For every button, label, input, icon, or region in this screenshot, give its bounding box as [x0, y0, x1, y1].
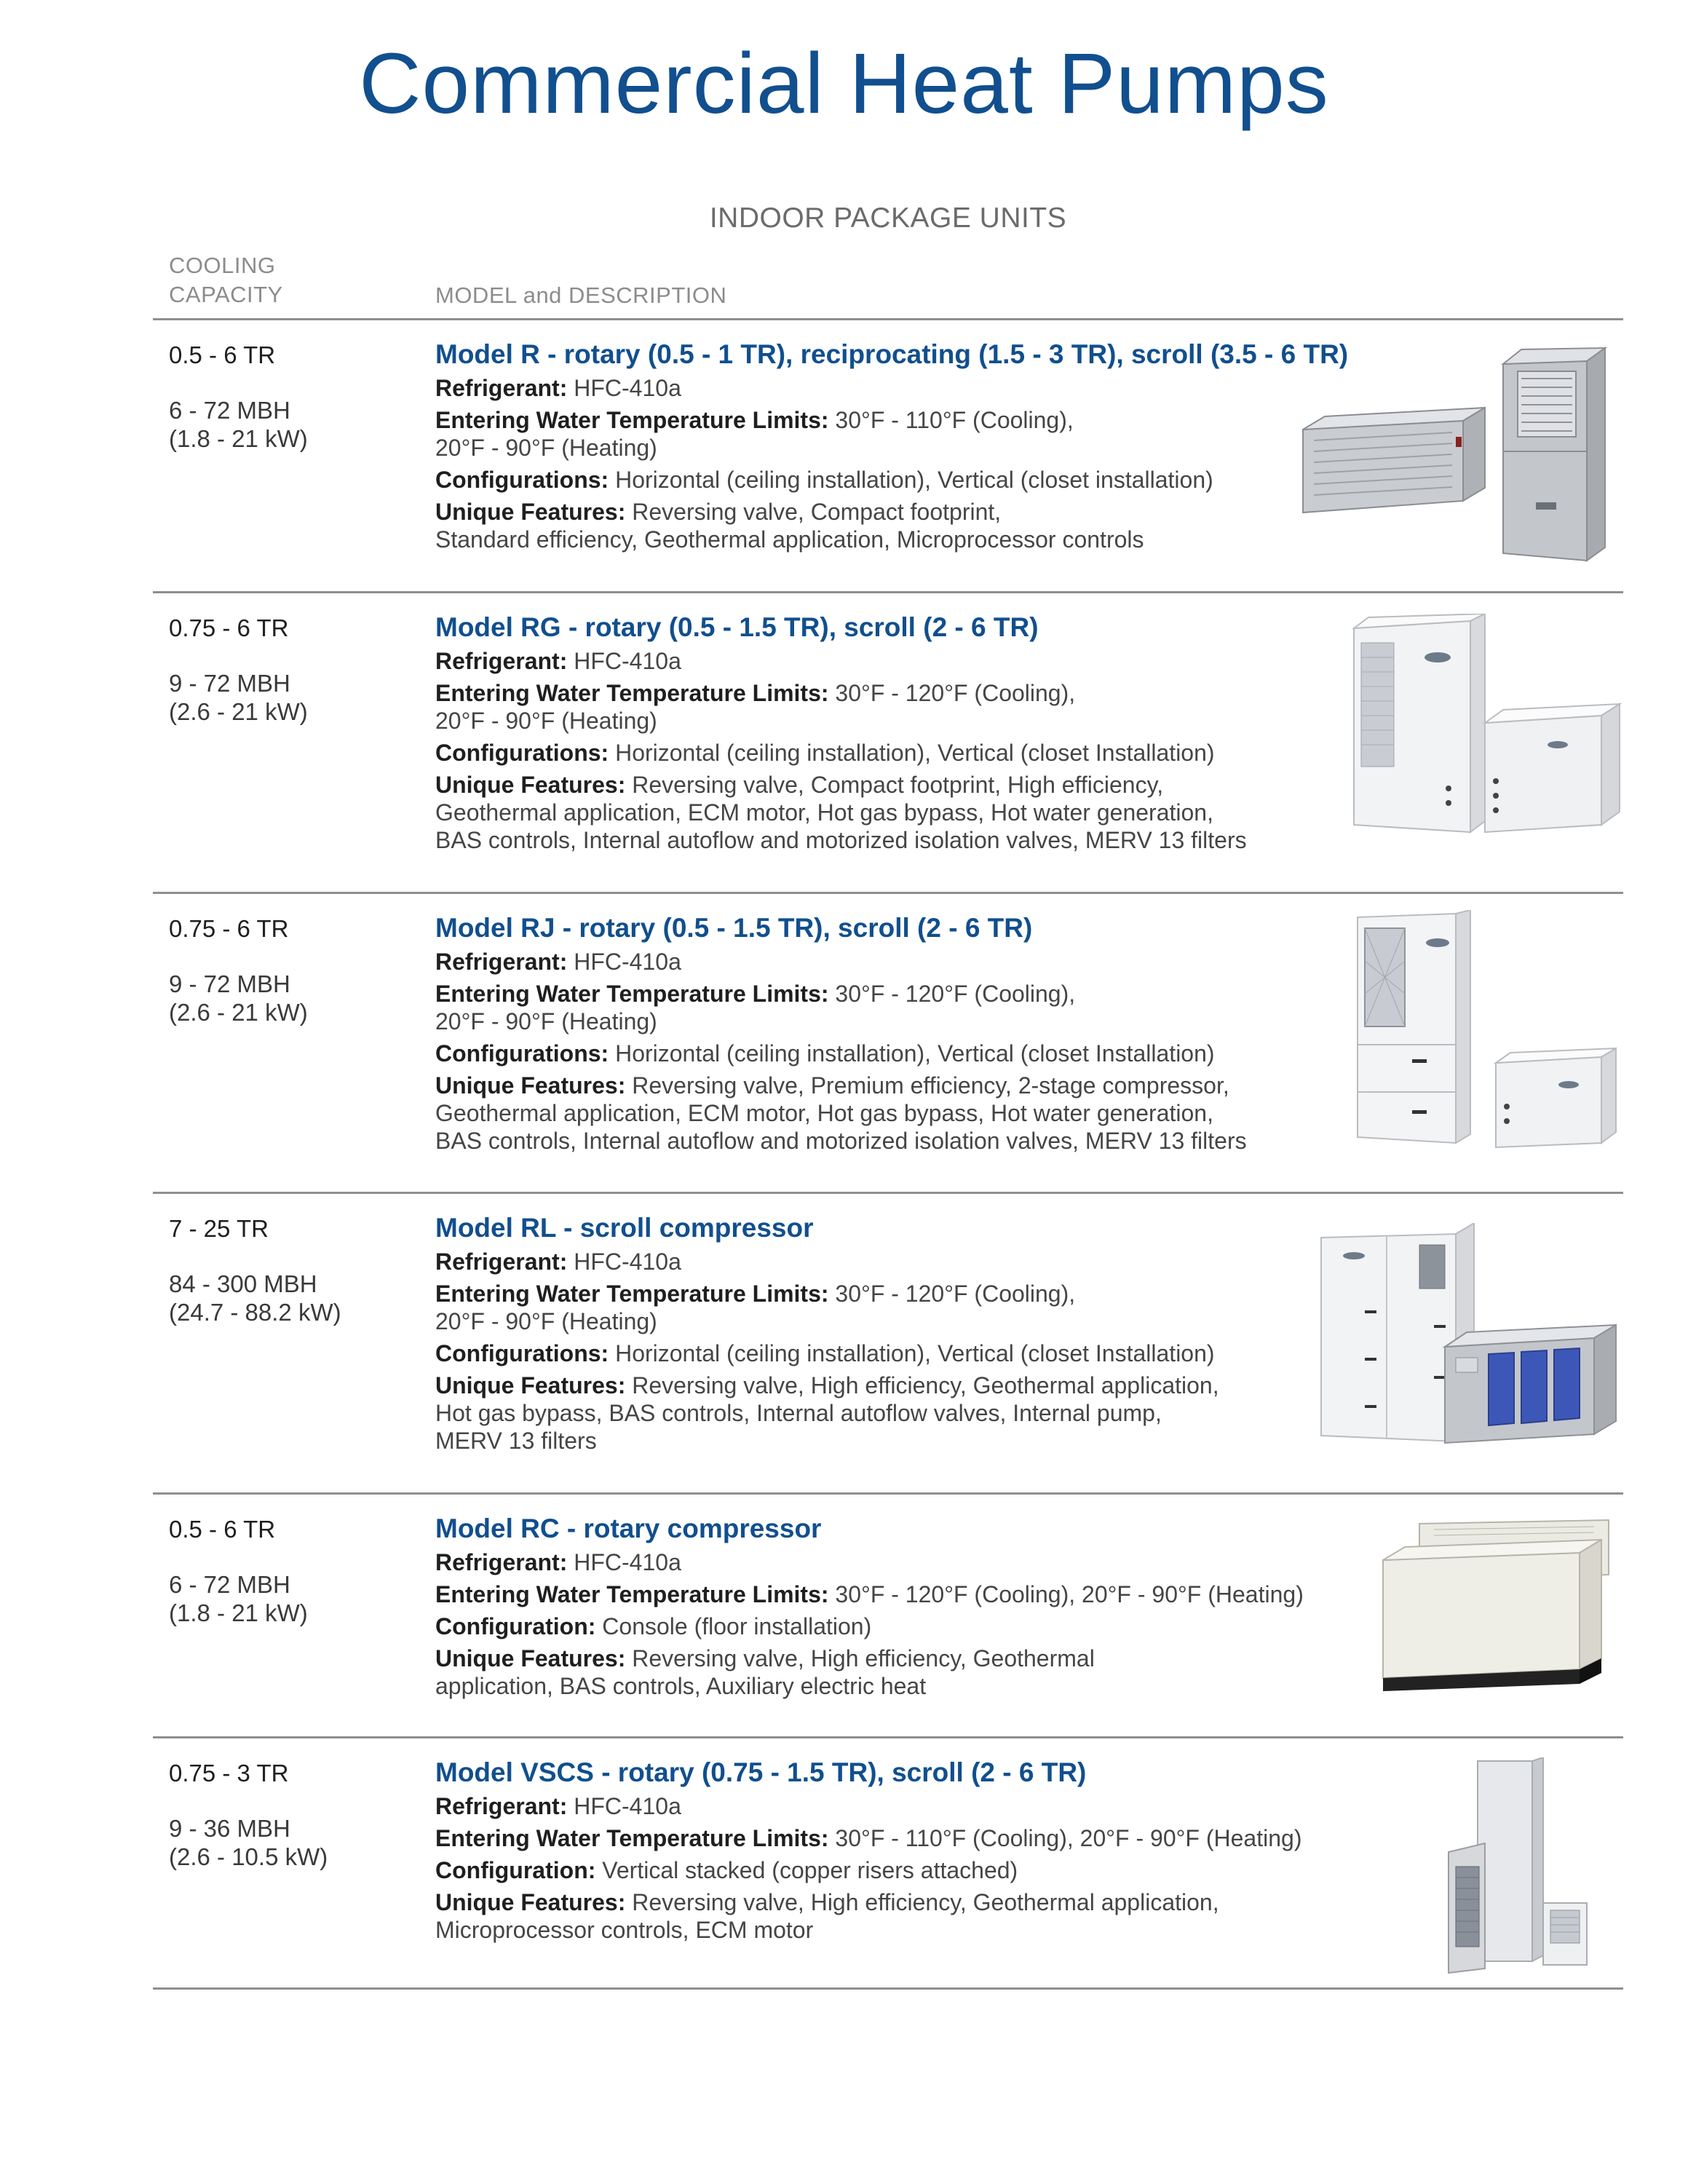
- model-row-rc: [153, 1495, 1623, 1736]
- capacity-tr: 0.75 - 3 TR: [169, 1760, 289, 1787]
- spec-label: Configurations:: [435, 1040, 609, 1067]
- spec-value: Reversing valve, Compact footprint,: [632, 499, 1002, 525]
- spec-label: Configuration:: [435, 1613, 596, 1639]
- spec-label: Refrigerant:: [435, 1249, 568, 1275]
- spec-value: 30°F - 110°F (Cooling), 20°F - 90°F (Heating): [835, 1825, 1302, 1851]
- features-spec: [435, 771, 1382, 799]
- refrigerant-spec: [435, 1792, 1382, 1820]
- ewt-spec: [435, 980, 1382, 1008]
- spec-label: Unique Features:: [435, 1645, 626, 1671]
- features-spec-continued: Geothermal application, ECM motor, Hot gas bypass, Hot water generation,: [435, 799, 1213, 826]
- spec-value: Reversing valve, Premium efficiency, 2-stage compressor,: [632, 1072, 1229, 1099]
- features-spec: [435, 1888, 1382, 1916]
- ewt-spec-continued: 20°F - 90°F (Heating): [435, 1308, 657, 1334]
- spec-label: Entering Water Temperature Limits:: [435, 981, 829, 1007]
- model-column-header: MODEL and DESCRIPTION: [435, 282, 727, 308]
- capacity-mbh: 9 - 72 MBH: [169, 970, 290, 997]
- spec-value: Horizontal (ceiling installation), Vertical (closet Installation): [615, 1340, 1215, 1366]
- model-description: [435, 911, 1382, 1155]
- spec-value: HFC-410a: [574, 1549, 681, 1575]
- model-row-rg: [153, 593, 1623, 892]
- features-spec: [435, 498, 1382, 526]
- model-description: [435, 1756, 1382, 1944]
- capacity-tr: 0.5 - 6 TR: [169, 341, 276, 368]
- features-spec-continued: Geothermal application, ECM motor, Hot gas bypass, Hot water generation,: [435, 1100, 1213, 1126]
- capacity-kw: (1.8 - 21 kW): [169, 425, 308, 452]
- page-title: Commercial Heat Pumps: [359, 36, 1329, 132]
- ewt-spec: [435, 679, 1382, 707]
- ewt-spec: [435, 406, 1382, 434]
- spec-label: Unique Features:: [435, 772, 626, 798]
- ewt-spec-continued: 20°F - 90°F (Heating): [435, 435, 657, 461]
- spec-label: Refrigerant:: [435, 648, 568, 674]
- features-spec-continued: MERV 13 filters: [435, 1428, 597, 1454]
- capacity-header-line-1: COOLING: [169, 253, 276, 278]
- features-spec: [435, 1372, 1382, 1399]
- spec-value: 30°F - 120°F (Cooling),: [835, 680, 1076, 706]
- spec-value: HFC-410a: [574, 1793, 681, 1819]
- configuration-spec: [435, 1613, 1382, 1640]
- configuration-spec: [435, 466, 1382, 494]
- capacity-tr: 0.75 - 6 TR: [169, 614, 289, 641]
- spec-label: Unique Features:: [435, 1372, 626, 1398]
- spec-label: Refrigerant:: [435, 375, 568, 401]
- spec-value: HFC-410a: [574, 1249, 681, 1275]
- spec-label: Entering Water Temperature Limits:: [435, 407, 829, 433]
- spec-label: Entering Water Temperature Limits:: [435, 1281, 829, 1307]
- spec-value: 30°F - 120°F (Cooling),: [835, 981, 1076, 1007]
- features-spec: [435, 1645, 1382, 1672]
- model-title: Model RC - rotary compressor: [435, 1514, 822, 1543]
- model-title: Model RL - scroll compressor: [435, 1213, 814, 1243]
- spec-value: Reversing valve, High efficiency, Geothermal application,: [632, 1889, 1219, 1915]
- model-title: Model RG - rotary (0.5 - 1.5 TR), scroll (2 - 6 TR): [435, 612, 1039, 642]
- refrigerant-spec: [435, 1548, 1382, 1576]
- spec-value: HFC-410a: [574, 949, 681, 975]
- spec-label: Refrigerant:: [435, 1793, 568, 1819]
- spec-label: Configuration:: [435, 1857, 596, 1883]
- capacity-mbh: 6 - 72 MBH: [169, 1571, 290, 1598]
- spec-label: Unique Features:: [435, 499, 626, 525]
- product-image-model-r: [1281, 335, 1623, 575]
- capacity-column-header: [169, 251, 283, 309]
- model-row-r: [153, 320, 1623, 591]
- model-row-vscs: [153, 1738, 1623, 1987]
- spec-value: Horizontal (ceiling installation), Vertical (closet Installation): [615, 740, 1215, 766]
- spec-label: Configurations:: [435, 740, 609, 766]
- capacity-header-line-2: CAPACITY: [169, 282, 283, 307]
- capacity-kw: (2.6 - 10.5 kW): [169, 1843, 328, 1870]
- spec-label: Configurations:: [435, 1340, 609, 1366]
- configuration-spec: [435, 739, 1382, 767]
- spec-label: Unique Features:: [435, 1072, 626, 1099]
- spec-value: 30°F - 110°F (Cooling),: [835, 407, 1074, 433]
- configuration-spec: [435, 1856, 1382, 1884]
- capacity-cell: [169, 1759, 416, 1871]
- capacity-tr: 0.75 - 6 TR: [169, 915, 289, 942]
- refrigerant-spec: [435, 374, 1382, 402]
- spec-value: Reversing valve, Compact footprint, High efficiency,: [632, 772, 1164, 798]
- capacity-mbh: 9 - 72 MBH: [169, 670, 290, 697]
- product-image-model-rl: [1310, 1223, 1630, 1471]
- spec-value: Horizontal (ceiling installation), Vertical (closet Installation): [615, 1040, 1215, 1067]
- product-image-model-rg: [1339, 614, 1623, 869]
- capacity-kw: (24.7 - 88.2 kW): [169, 1299, 341, 1326]
- divider: [153, 1987, 1623, 1990]
- capacity-cell: [169, 1515, 416, 1627]
- refrigerant-spec: [435, 1248, 1382, 1275]
- model-row-rj: [153, 894, 1623, 1192]
- model-title: Model R - rotary (0.5 - 1 TR), reciprocating (1.5 - 3 TR), scroll (3.5 - 6 TR): [435, 339, 1349, 369]
- spec-value: HFC-410a: [574, 375, 681, 401]
- features-spec-continued: Microprocessor controls, ECM motor: [435, 1917, 814, 1943]
- model-description: [435, 611, 1382, 854]
- spec-label: Entering Water Temperature Limits:: [435, 680, 829, 706]
- capacity-mbh: 6 - 72 MBH: [169, 397, 290, 424]
- ewt-spec: [435, 1824, 1382, 1852]
- model-description: [435, 338, 1382, 553]
- ewt-spec-continued: 20°F - 90°F (Heating): [435, 1008, 657, 1034]
- features-spec: [435, 1072, 1382, 1099]
- capacity-mbh: 84 - 300 MBH: [169, 1270, 317, 1297]
- spec-label: Unique Features:: [435, 1889, 626, 1915]
- ewt-spec-continued: 20°F - 90°F (Heating): [435, 708, 657, 734]
- spec-value: 30°F - 120°F (Cooling),: [835, 1281, 1076, 1307]
- spec-label: Configurations:: [435, 467, 609, 493]
- spec-label: Refrigerant:: [435, 1549, 568, 1575]
- ewt-spec: [435, 1580, 1382, 1608]
- capacity-mbh: 9 - 36 MBH: [169, 1815, 290, 1842]
- spec-value: Reversing valve, High efficiency, Geothermal application,: [632, 1372, 1219, 1398]
- spec-value: Console (floor installation): [602, 1613, 872, 1639]
- capacity-cell: [169, 614, 416, 726]
- spec-value: Reversing valve, High efficiency, Geothermal: [632, 1645, 1095, 1671]
- model-description: [435, 1512, 1382, 1700]
- spec-label: Entering Water Temperature Limits:: [435, 1581, 829, 1607]
- model-description: [435, 1211, 1382, 1455]
- model-title: Model VSCS - rotary (0.75 - 1.5 TR), scroll (2 - 6 TR): [435, 1757, 1087, 1787]
- refrigerant-spec: [435, 647, 1382, 675]
- refrigerant-spec: [435, 948, 1382, 976]
- capacity-cell: [169, 914, 416, 1026]
- spec-value: 30°F - 120°F (Cooling), 20°F - 90°F (Heating): [835, 1581, 1304, 1607]
- spec-label: Refrigerant:: [435, 949, 568, 975]
- capacity-tr: 0.5 - 6 TR: [169, 1516, 276, 1543]
- configuration-spec: [435, 1040, 1382, 1067]
- capacity-kw: (2.6 - 21 kW): [169, 698, 308, 725]
- capacity-cell: [169, 1214, 416, 1326]
- capacity-kw: (2.6 - 21 kW): [169, 999, 308, 1026]
- spec-label: Entering Water Temperature Limits:: [435, 1825, 829, 1851]
- product-image-model-rc: [1376, 1516, 1623, 1698]
- section-title: INDOOR PACKAGE UNITS: [709, 202, 1067, 234]
- spec-value: HFC-410a: [574, 648, 681, 674]
- spec-value: Vertical stacked (copper risers attached): [602, 1857, 1018, 1883]
- features-spec-continued: BAS controls, Internal autoflow and motorized isolation valves, MERV 13 filters: [435, 827, 1247, 853]
- capacity-tr: 7 - 25 TR: [169, 1215, 269, 1242]
- ewt-spec: [435, 1280, 1382, 1307]
- features-spec-continued: BAS controls, Internal autoflow and motorized isolation valves, MERV 13 filters: [435, 1128, 1247, 1154]
- features-spec-continued: application, BAS controls, Auxiliary electric heat: [435, 1673, 927, 1699]
- features-spec-continued: Hot gas bypass, BAS controls, Internal autoflow valves, Internal pump,: [435, 1400, 1162, 1426]
- model-title: Model RJ - rotary (0.5 - 1.5 TR), scroll (2 - 6 TR): [435, 913, 1033, 943]
- capacity-kw: (1.8 - 21 kW): [169, 1599, 308, 1626]
- product-image-model-vscs: [1412, 1757, 1601, 1976]
- capacity-cell: [169, 341, 416, 453]
- model-row-rl: [153, 1194, 1623, 1492]
- product-image-model-rj: [1317, 910, 1623, 1172]
- configuration-spec: [435, 1340, 1382, 1367]
- features-spec-continued: Standard efficiency, Geothermal application, Microprocessor controls: [435, 526, 1144, 553]
- spec-value: Horizontal (ceiling installation), Vertical (closet installation): [615, 467, 1213, 493]
